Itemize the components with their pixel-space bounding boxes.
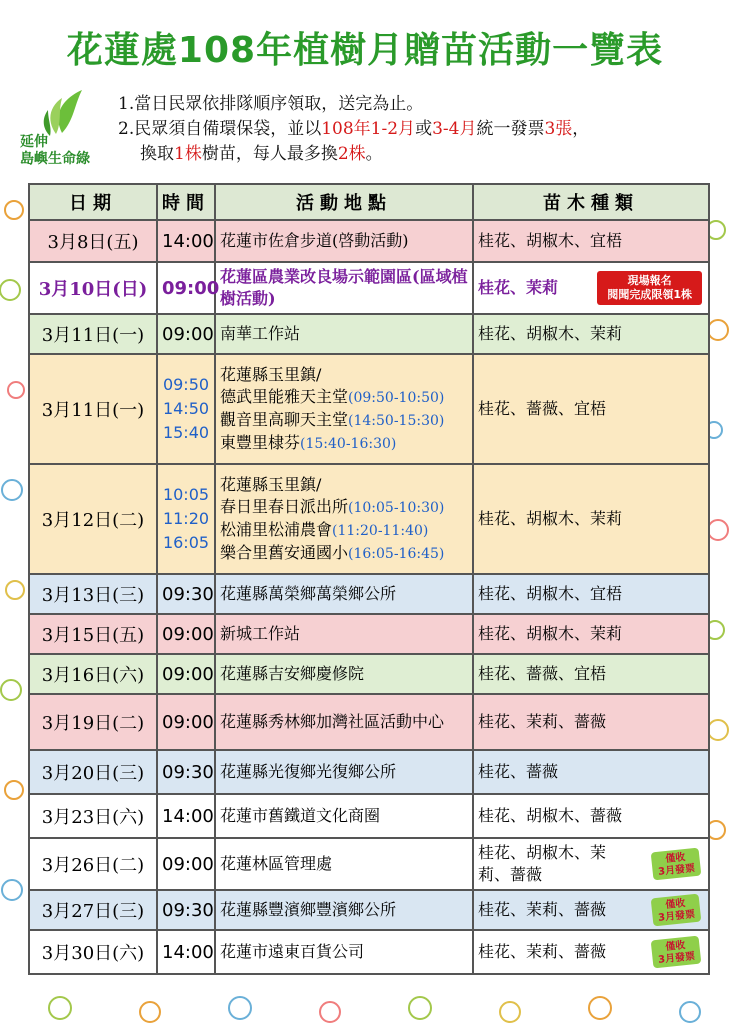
time-item: 11:20 [162, 509, 210, 528]
stamp-text: 現場報名 閱聞完成限領1株 [607, 274, 692, 301]
table-row [29, 930, 709, 974]
row-species: 桂花、薔薇 [473, 750, 709, 794]
row-species [473, 838, 709, 890]
logo-line-2: 島嶼生命綠 [20, 151, 90, 167]
location-item [220, 386, 468, 409]
row-location: 花蓮市舊鐵道文化商圈 [215, 794, 473, 838]
table-row [29, 220, 709, 262]
row-species: 桂花、茉莉、薔薇 [473, 694, 709, 750]
row-species: 桂花、薔薇、宜梧 [473, 354, 709, 464]
location-time: (09:50-10:50) [348, 389, 445, 406]
table-row [29, 694, 709, 750]
row-time: 09:00 [157, 614, 215, 654]
location-name: 東豐里棣芬 [220, 432, 301, 452]
row-time: 09:30 [157, 890, 215, 930]
note-1: 1.當日民眾依排隊順序領取，送完為止。 [118, 94, 424, 114]
note-2-g: ， [572, 119, 590, 139]
location-time: (16:05-16:45) [348, 545, 445, 562]
location-item [220, 496, 468, 519]
row-species: 桂花、胡椒木、茉莉 [473, 464, 709, 574]
march-invoice-only-badge [648, 932, 703, 971]
row-time: 09:00 [157, 654, 215, 694]
table-row [29, 838, 709, 890]
note-3-a: 換取 [140, 144, 174, 164]
note-2-f: 3張 [544, 119, 573, 139]
row-species [473, 262, 709, 314]
row-date: 3月19日(二) [29, 694, 157, 750]
table-row [29, 890, 709, 930]
row-species: 桂花、胡椒木、宜梧 [473, 220, 709, 262]
row-date: 3月20日(三) [29, 750, 157, 794]
row-date: 3月27日(三) [29, 890, 157, 930]
row-time: 14:00 [157, 794, 215, 838]
location-time: (14:50-15:30) [348, 412, 445, 429]
time-item: 15:40 [162, 423, 210, 442]
header-time: 時間 [157, 184, 215, 220]
row-time: 09:30 [157, 574, 215, 614]
row-date: 3月16日(六) [29, 654, 157, 694]
march-invoice-only-badge [648, 844, 703, 883]
note-2-a: 2.民眾須自備環保袋，並以 [118, 119, 322, 139]
row-location: 花蓮縣萬榮鄉萬榮鄉公所 [215, 574, 473, 614]
note-2-d: 3-4月 [432, 119, 477, 139]
location-item [220, 432, 468, 455]
row-species [473, 890, 709, 930]
schedule-table [28, 183, 710, 975]
location-head: 花蓮縣玉里鎮/ [220, 474, 322, 494]
row-species [473, 930, 709, 974]
badge-text: 僅收 3月發票 [657, 852, 696, 878]
table-row [29, 262, 709, 314]
header-species: 苗木種類 [473, 184, 709, 220]
location-name: 德武里能雅天主堂 [220, 386, 349, 406]
time-item: 09:50 [162, 375, 210, 394]
location-name: 觀音里高聊天主堂 [220, 409, 349, 429]
row-time: 09:00 [157, 838, 215, 890]
note-3-c: 樹苗，每人最多換 [201, 144, 338, 164]
row-time: 14:00 [157, 220, 215, 262]
row-species: 桂花、胡椒木、茉莉 [473, 614, 709, 654]
row-species: 桂花、胡椒木、茉莉 [473, 314, 709, 354]
row-date: 3月13日(三) [29, 574, 157, 614]
row-location: 花蓮縣吉安鄉慶修院 [215, 654, 473, 694]
time-item: 14:50 [162, 399, 210, 418]
location-name: 松浦里松浦農會 [220, 519, 333, 539]
note-2-e: 統一發票 [476, 119, 545, 139]
header-date: 日期 [29, 184, 157, 220]
row-location: 花蓮林區管理處 [215, 838, 473, 890]
note-2-b: 108年1-2月 [321, 119, 416, 139]
header-location: 活動地點 [215, 184, 473, 220]
species-text: 桂花、茉莉、薔薇 [478, 942, 607, 961]
note-2 [118, 117, 589, 142]
location-time: (15:40-16:30) [300, 435, 397, 452]
logo-text [20, 134, 90, 168]
logo-line-1: 延伸 [20, 134, 48, 150]
species-text: 桂花、胡椒木、茉莉、薔薇 [478, 843, 607, 884]
row-location: 花蓮縣秀林鄉加灣社區活動中心 [215, 694, 473, 750]
table-row [29, 314, 709, 354]
march-invoice-only-badge [648, 890, 703, 929]
location-time: (11:20-11:40) [332, 522, 429, 539]
time-item: 10:05 [162, 485, 210, 504]
row-species: 桂花、胡椒木、宜梧 [473, 574, 709, 614]
note-3-e: 。 [365, 144, 383, 164]
row-date: 3月30日(六) [29, 930, 157, 974]
row-date: 3月12日(二) [29, 464, 157, 574]
badge-text: 僅收 3月發票 [657, 940, 696, 966]
table-row [29, 794, 709, 838]
table-row [29, 654, 709, 694]
row-location: 花蓮區農業改良場示範園區(區域植樹活動) [215, 262, 473, 314]
species-text: 桂花、茉莉 [478, 278, 559, 297]
species-text: 桂花、茉莉、薔薇 [478, 900, 607, 919]
location-name: 樂合里舊安通國小 [220, 542, 349, 562]
row-location [215, 354, 473, 464]
location-item [220, 409, 468, 432]
row-location: 花蓮市遠東百貨公司 [215, 930, 473, 974]
row-times [157, 464, 215, 574]
row-location: 新城工作站 [215, 614, 473, 654]
location-name: 春日里春日派出所 [220, 496, 349, 516]
location-head: 花蓮縣玉里鎮/ [220, 364, 322, 384]
row-location: 花蓮縣豐濱鄉豐濱鄉公所 [215, 890, 473, 930]
row-date: 3月23日(六) [29, 794, 157, 838]
notes [118, 92, 589, 167]
row-date: 3月8日(五) [29, 220, 157, 262]
location-item [220, 519, 468, 542]
table-row [29, 750, 709, 794]
location-time: (10:05-10:30) [348, 499, 445, 516]
row-date: 3月10日(日) [29, 262, 157, 314]
row-species: 桂花、胡椒木、薔薇 [473, 794, 709, 838]
row-location [215, 464, 473, 574]
table-row [29, 614, 709, 654]
row-time: 09:00 [157, 262, 215, 314]
page-title: 花蓮處108年植樹月贈苗活動一覽表 [66, 30, 664, 71]
row-species: 桂花、薔薇、宜梧 [473, 654, 709, 694]
note-2-c: 或 [415, 119, 433, 139]
on-site-registration-stamp [597, 271, 702, 305]
row-times [157, 354, 215, 464]
row-time: 09:00 [157, 314, 215, 354]
note-3 [118, 142, 589, 167]
table-row [29, 574, 709, 614]
time-item: 16:05 [162, 533, 210, 552]
row-time: 14:00 [157, 930, 215, 974]
note-3-d: 2株 [337, 144, 366, 164]
row-time: 09:30 [157, 750, 215, 794]
badge-text: 僅收 3月發票 [657, 898, 696, 924]
row-time: 09:00 [157, 694, 215, 750]
row-date: 3月11日(一) [29, 314, 157, 354]
row-location: 花蓮市佐倉步道(啓動活動) [215, 220, 473, 262]
note-3-b: 1株 [174, 144, 202, 164]
location-item [220, 542, 468, 565]
row-date: 3月11日(一) [29, 354, 157, 464]
row-location: 花蓮縣光復鄉光復鄉公所 [215, 750, 473, 794]
row-date: 3月15日(五) [29, 614, 157, 654]
table-row [29, 464, 709, 574]
table-row [29, 354, 709, 464]
row-location: 南華工作站 [215, 314, 473, 354]
table-header-row [29, 184, 709, 220]
row-date: 3月26日(二) [29, 838, 157, 890]
